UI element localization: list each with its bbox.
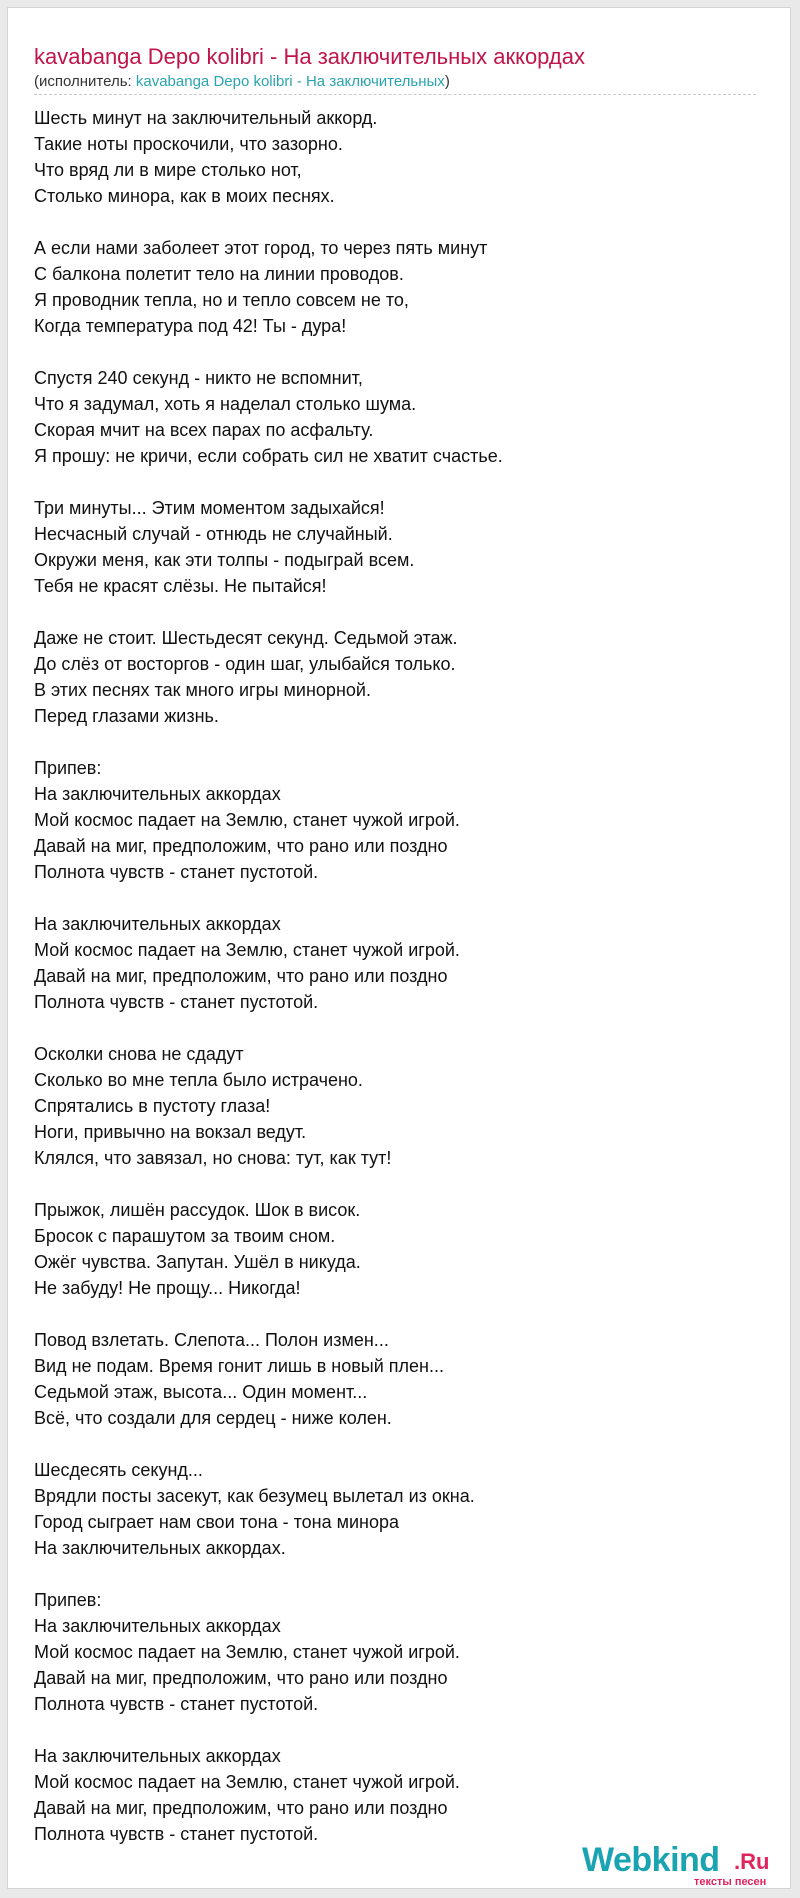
lyric-line: На заключительных аккордах	[34, 1616, 281, 1636]
lyrics-stanza	[34, 1327, 754, 1431]
lyric-line: Клялся, что завязал, но снова: тут, как тут!	[34, 1148, 392, 1168]
lyric-line: Я прошу: не кричи, если собрать сил не хватит счастье.	[34, 446, 503, 466]
lyrics-stanza	[34, 105, 754, 209]
lyrics-stanza	[34, 1743, 754, 1847]
lyric-line: Мой космос падает на Землю, станет чужой игрой.	[34, 1772, 460, 1792]
lyric-line: На заключительных аккордах	[34, 1746, 281, 1766]
lyric-line: С балкона полетит тело на линии проводов.	[34, 264, 404, 284]
lyric-line: На заключительных аккордах.	[34, 1538, 286, 1558]
logo-name: Webkind	[582, 1841, 720, 1879]
lyric-line: Седьмой этаж, высота... Один момент...	[34, 1382, 368, 1402]
lyric-line: Давай на миг, предположим, что рано или поздно	[34, 966, 448, 986]
lyric-line: Припев:	[34, 758, 102, 778]
lyric-line: Перед глазами жизнь.	[34, 706, 219, 726]
lyric-line: Полнота чувств - станет пустотой.	[34, 862, 319, 882]
lyric-line: Окружи меня, как эти толпы - подыграй всем.	[34, 550, 415, 570]
lyric-line: Мой космос падает на Землю, станет чужой игрой.	[34, 1642, 460, 1662]
logo-tagline: тексты песен	[694, 1876, 767, 1888]
page-title: kavabanga Depo kolibri - На заключительных аккордах	[34, 44, 585, 69]
lyric-line: Ноги, привычно на вокзал ведут.	[34, 1122, 307, 1142]
lyrics-stanza	[34, 625, 754, 729]
lyrics-stanza	[34, 1197, 754, 1301]
lyric-line: Мой космос падает на Землю, станет чужой игрой.	[34, 940, 460, 960]
lyrics-stanza	[34, 1041, 754, 1171]
lyric-line: Не забуду! Не прощу... Никогда!	[34, 1278, 301, 1298]
lyric-line: В этих песнях так много игры минорной.	[34, 680, 371, 700]
lyric-line: Прыжок, лишён рассудок. Шок в висок.	[34, 1200, 361, 1220]
lyrics-stanza	[34, 1587, 754, 1717]
lyric-line: Давай на миг, предположим, что рано или поздно	[34, 1668, 448, 1688]
lyric-line: На заключительных аккордах	[34, 914, 281, 934]
logo-tld: .Ru	[734, 1849, 770, 1874]
webkind-logo[interactable]	[582, 1842, 772, 1892]
lyric-line: Шесть минут на заключительный аккорд.	[34, 108, 378, 128]
lyric-line: Повод взлетать. Слепота... Полон измен...	[34, 1330, 389, 1350]
lyric-line: Такие ноты проскочили, что зазорно.	[34, 134, 343, 154]
lyric-line: Спустя 240 секунд - никто не вспомнит,	[34, 368, 363, 388]
lyric-line: Всё, что создали для сердец - ниже колен.	[34, 1408, 392, 1428]
lyric-line: До слёз от восторгов - один шаг, улыбайся только.	[34, 654, 456, 674]
lyrics-stanza	[34, 755, 754, 885]
lyric-line: А если нами заболеет этот город, то через пять минут	[34, 238, 488, 258]
performer-prefix: (исполнитель:	[34, 73, 136, 90]
lyric-line: Сколько во мне тепла было истрачено.	[34, 1070, 363, 1090]
lyric-line: Даже не стоит. Шестьдесят секунд. Седьмой этаж.	[34, 628, 458, 648]
lyric-line: Вид не подам. Время гонит лишь в новый плен...	[34, 1356, 444, 1376]
lyric-line: Несчасный случай - отнюдь не случайный.	[34, 524, 393, 544]
lyric-line: Припев:	[34, 1590, 102, 1610]
lyric-line: Врядли посты засекут, как безумец вылетал из окна.	[34, 1486, 475, 1506]
lyric-line: Спрятались в пустоту глаза!	[34, 1096, 271, 1116]
lyric-line: Три минуты... Этим моментом задыхайся!	[34, 498, 385, 518]
lyric-line: Шесдесять секунд...	[34, 1460, 203, 1480]
lyric-line: Что я задумал, хоть я наделал столько шума.	[34, 394, 417, 414]
lyrics-body	[34, 105, 754, 1873]
lyric-line: Мой космос падает на Землю, станет чужой игрой.	[34, 810, 460, 830]
lyrics-stanza	[34, 1457, 754, 1561]
performer-link[interactable]: kavabanga Depo kolibri - На заключительных	[135, 73, 445, 90]
title-divider	[34, 94, 756, 95]
lyric-line: Скорая мчит на всех парах по асфальту.	[34, 420, 374, 440]
lyric-line: Что вряд ли в мире столько нот,	[34, 160, 302, 180]
lyric-line: На заключительных аккордах	[34, 784, 281, 804]
lyric-line: Полнота чувств - станет пустотой.	[34, 1824, 319, 1844]
lyric-line: Город сыграет нам свои тона - тона минора	[34, 1512, 400, 1532]
lyrics-stanza	[34, 235, 754, 339]
performer-line	[34, 72, 450, 92]
lyric-line: Давай на миг, предположим, что рано или поздно	[34, 836, 448, 856]
lyrics-stanza	[34, 911, 754, 1015]
lyric-line: Бросок с парашутом за твоим сном.	[34, 1226, 336, 1246]
lyrics-stanza	[34, 495, 754, 599]
lyric-line: Полнота чувств - станет пустотой.	[34, 992, 319, 1012]
lyrics-stanza	[34, 365, 754, 469]
lyric-line: Ожёг чувства. Запутан. Ушёл в никуда.	[34, 1252, 361, 1272]
lyric-line: Столько минора, как в моих песнях.	[34, 186, 335, 206]
lyric-line: Когда температура под 42! Ты - дура!	[34, 316, 347, 336]
lyric-line: Полнота чувств - станет пустотой.	[34, 1694, 319, 1714]
performer-suffix: )	[444, 73, 450, 90]
lyric-line: Давай на миг, предположим, что рано или поздно	[34, 1798, 448, 1818]
lyric-line: Осколки снова не сдадут	[34, 1044, 244, 1064]
lyric-line: Я проводник тепла, но и тепло совсем не то,	[34, 290, 409, 310]
lyric-line: Тебя не красят слёзы. Не пытайся!	[34, 576, 327, 596]
